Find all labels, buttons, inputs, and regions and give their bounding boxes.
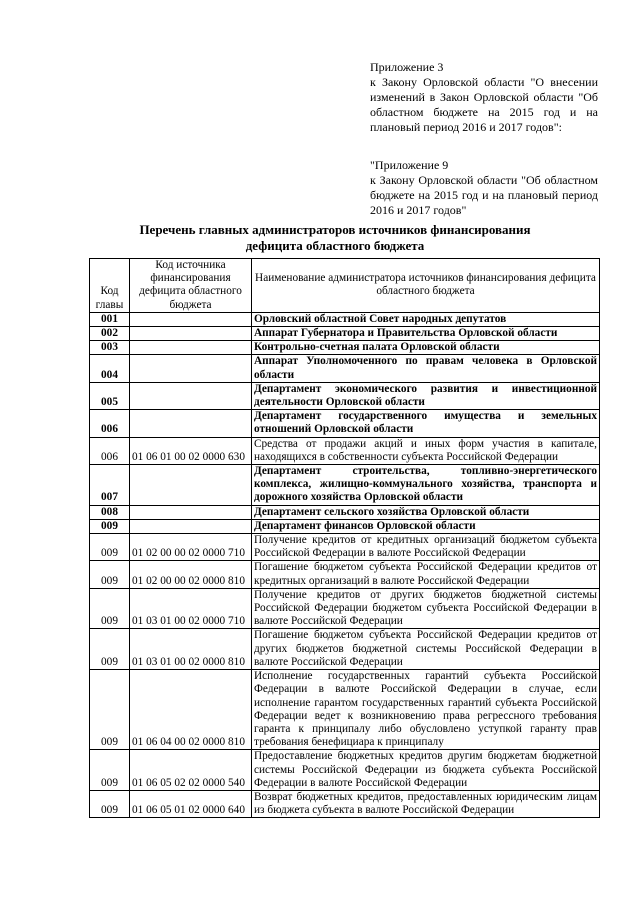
administrator-name-cell: Предоставление бюджетных кредитов другим бюджетам бюджетной системы Российской Федерации из бюджета субъекта Российской Федерации в валюте Российской Федерации: [252, 750, 600, 791]
chapter-code-cell: 005: [90, 382, 130, 409]
table-row: [90, 519, 600, 533]
administrator-name-cell: Возврат бюджетных кредитов, предоставленных юридическим лицам из бюджета субъекта в валюте Российской Федерации: [252, 790, 600, 817]
chapter-code-cell: 009: [90, 629, 130, 670]
source-code-cell: [130, 410, 252, 437]
title-line-2: дефицита областного бюджета: [245, 238, 425, 253]
table-row: [90, 505, 600, 519]
administrator-name-cell: Контрольно-счетная палата Орловской области: [252, 341, 600, 355]
administrator-name-cell: Получение кредитов от кредитных организаций бюджетом субъекта Российской Федерации в валюте Российской Федерации: [252, 534, 600, 561]
chapter-code-cell: 008: [90, 505, 130, 519]
chapter-code-cell: 009: [90, 790, 130, 817]
table-row: [90, 312, 600, 326]
source-code-cell: [130, 312, 252, 326]
administrator-name-cell: Средства от продажи акций и иных форм участия в капитале, находящихся в собственности субъекта Российской Федерации: [252, 437, 600, 464]
table-row: [90, 465, 600, 506]
chapter-code-cell: 003: [90, 341, 130, 355]
table-row: [90, 629, 600, 670]
table-row: [90, 341, 600, 355]
chapter-code-cell: 007: [90, 465, 130, 506]
administrator-name-cell: Орловский областной Совет народных депутатов: [252, 312, 600, 326]
source-code-cell: 01 06 05 01 02 0000 640: [130, 790, 252, 817]
chapter-code-cell: 009: [90, 519, 130, 533]
title-line-1: Перечень главных администраторов источников финансирования: [139, 222, 531, 237]
source-code-cell: 01 06 01 00 02 0000 630: [130, 437, 252, 464]
source-code-cell: [130, 505, 252, 519]
source-code-cell: [130, 382, 252, 409]
administrator-name-cell: Департамент государственного имущества и земельных отношений Орловской области: [252, 410, 600, 437]
table-row: [90, 355, 600, 382]
source-code-cell: 01 02 00 00 02 0000 810: [130, 561, 252, 588]
administrator-name-cell: Аппарат Уполномоченного по правам человека в Орловской области: [252, 355, 600, 382]
table-row: [90, 410, 600, 437]
source-code-cell: [130, 355, 252, 382]
source-code-cell: [130, 465, 252, 506]
annex-header: [370, 60, 598, 135]
source-code-cell: [130, 519, 252, 533]
table-row: [90, 561, 600, 588]
administrators-table: [89, 258, 600, 818]
document-title: [90, 222, 580, 254]
administrator-name-cell: Аппарат Губернатора и Правительства Орловской области: [252, 327, 600, 341]
source-code-cell: 01 03 01 00 02 0000 810: [130, 629, 252, 670]
administrator-name-cell: Департамент финансов Орловской области: [252, 519, 600, 533]
source-code-cell: [130, 327, 252, 341]
source-code-cell: 01 06 04 00 02 0000 810: [130, 670, 252, 750]
source-code-cell: 01 02 00 00 02 0000 710: [130, 534, 252, 561]
table-row: [90, 670, 600, 750]
table-header-row: [90, 259, 600, 313]
administrator-name-cell: Погашение бюджетом субъекта Российской Федерации кредитов от других бюджетов бюджетной системы Российской Федерации в валюте Российской Федерации: [252, 629, 600, 670]
annex-text: к Закону Орловской области "О внесении изменений в Закон Орловской области "Об областном бюджете на 2015 год и на плановый период 2016 и 2017 годов":: [370, 75, 598, 134]
source-code-cell: [130, 341, 252, 355]
source-code-cell: 01 03 01 00 02 0000 710: [130, 588, 252, 629]
annex-inner-heading: "Приложение 9: [370, 158, 449, 172]
chapter-code-cell: 009: [90, 561, 130, 588]
table-row: [90, 588, 600, 629]
table-body: [90, 312, 600, 818]
header-administrator-name: Наименование администратора источников финансирования дефицита областного бюджета: [252, 259, 600, 313]
administrator-name-cell: Департамент строительства, топливно-энергетического комплекса, жилищно-коммунального хозяйства, транспорта и дорожного хозяйства Орловской области: [252, 465, 600, 506]
chapter-code-cell: 004: [90, 355, 130, 382]
chapter-code-cell: 009: [90, 670, 130, 750]
chapter-code-cell: 002: [90, 327, 130, 341]
chapter-code-cell: 001: [90, 312, 130, 326]
header-source-code: Код источника финансирования дефицита областного бюджета: [130, 259, 252, 313]
annex-inner-text: к Закону Орловской области "Об областном бюджете на 2015 год и на плановый период 2016 и 2017 годов": [370, 173, 598, 217]
chapter-code-cell: 006: [90, 410, 130, 437]
source-code-cell: 01 06 05 02 02 0000 540: [130, 750, 252, 791]
chapter-code-cell: 009: [90, 588, 130, 629]
administrator-name-cell: Исполнение государственных гарантий субъекта Российской Федерации в валюте Российской Федерации в случае, если исполнение гарантом государственных гарантий субъекта Российской Федерации ведет к возникновению права регрессного требования гаранта к принципалу либо обусловлено уступкой гаранту прав требования бенефициара к принципалу: [252, 670, 600, 750]
administrator-name-cell: Департамент экономического развития и инвестиционной деятельности Орловской области: [252, 382, 600, 409]
table-row: [90, 790, 600, 817]
chapter-code-cell: 009: [90, 750, 130, 791]
administrator-name-cell: Департамент сельского хозяйства Орловской области: [252, 505, 600, 519]
annex-heading: Приложение 3: [370, 60, 444, 74]
header-chapter-code: Код главы: [90, 259, 130, 313]
administrator-name-cell: Получение кредитов от других бюджетов бюджетной системы Российской Федерации бюджетом субъекта Российской Федерации в валюте Российской Федерации: [252, 588, 600, 629]
table-row: [90, 750, 600, 791]
table-row: [90, 327, 600, 341]
chapter-code-cell: 006: [90, 437, 130, 464]
table-row: [90, 382, 600, 409]
annex-inner: [370, 158, 598, 218]
table-row: [90, 534, 600, 561]
chapter-code-cell: 009: [90, 534, 130, 561]
table-row: [90, 437, 600, 464]
administrator-name-cell: Погашение бюджетом субъекта Российской Федерации кредитов от кредитных организаций в валюте Российской Федерации: [252, 561, 600, 588]
